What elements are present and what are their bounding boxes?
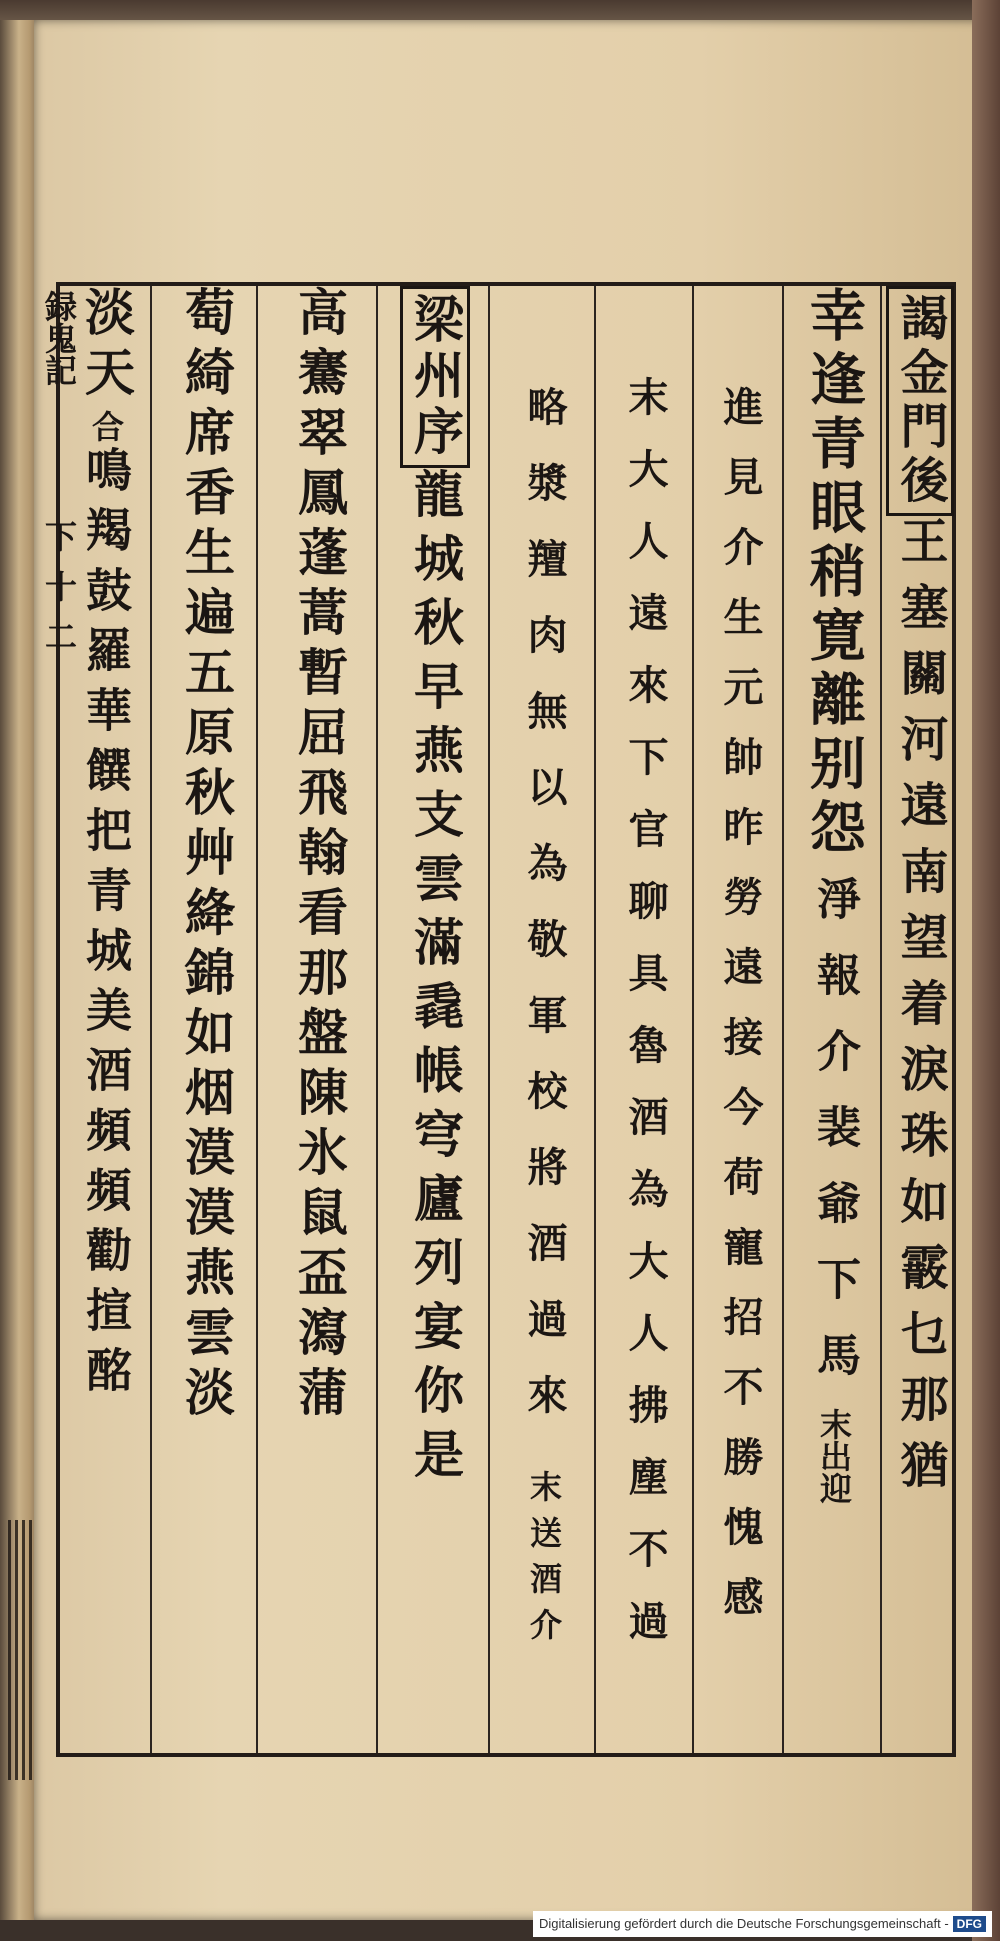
column-text: 淨報介裴爺下馬: [809, 876, 860, 1408]
column-3: [700, 286, 780, 1753]
margin-title-text: 録鬼記: [40, 290, 78, 386]
tune-title-box: [400, 286, 470, 468]
column-rule: [594, 286, 596, 1753]
credit-text: Digitalisierung gefördert durch die Deutsche Forschungsgemeinschaft -: [538, 1916, 949, 1931]
margin-folio: 下十二: [40, 520, 78, 670]
column-8: [158, 286, 254, 1753]
column-text: 略漿羶肉無以為敬軍校將酒過來: [521, 386, 568, 1450]
column-6: [384, 286, 486, 1753]
tune-title: 梁州序: [406, 293, 465, 461]
tune-title: 謁金門後: [892, 293, 948, 509]
column-1: [888, 286, 952, 1753]
column-text: 進見介生元帥昨勞遠接今荷寵招不勝愧感: [717, 386, 764, 1646]
column-text: 鳴羯鼓羅華饌把青城美酒頻頻勸揎酩: [79, 446, 133, 1406]
tune-title-box: [886, 286, 954, 516]
column-text: 高騫翠鳳蓬蒿暫屈飛翰看那盤陳氷鼠盃瀉蒲: [290, 286, 349, 1426]
column-rule: [782, 286, 784, 1753]
column-text: 末大人遠來下官聊具魯酒為大人拂塵不過: [622, 376, 669, 1672]
stage-direction: 末送酒介: [525, 1470, 563, 1654]
column-9: [64, 286, 148, 1753]
column-rule: [692, 286, 694, 1753]
chorus-mark: 合: [87, 410, 125, 442]
stage-direction: 末出迎: [815, 1408, 853, 1504]
column-rule: [256, 286, 258, 1753]
column-text: 淡天: [77, 286, 136, 406]
digitization-credit: [533, 1911, 992, 1937]
column-text: 萄綺席香生遍五原秋艸絳錦如烟漠漠燕雲淡: [177, 286, 236, 1426]
dfg-logo: DFG: [953, 1916, 986, 1932]
column-rule: [376, 286, 378, 1753]
column-4: [600, 286, 690, 1753]
column-text: 龍城秋早燕支雲滿毳帳穹廬列宴你是: [406, 468, 465, 1492]
column-2: [790, 286, 878, 1753]
column-text: 幸逢青眼稍寛離别怨: [801, 286, 867, 862]
column-7: [264, 286, 374, 1753]
margin-title: [36, 290, 78, 680]
column-rule: [880, 286, 882, 1753]
column-rule: [488, 286, 490, 1753]
scan-right-edge: [972, 0, 1000, 1941]
column-5: [496, 286, 592, 1753]
column-rule: [150, 286, 152, 1753]
column-text: 王塞關河遠南望着淚珠如霰乜那猶: [892, 516, 948, 1506]
